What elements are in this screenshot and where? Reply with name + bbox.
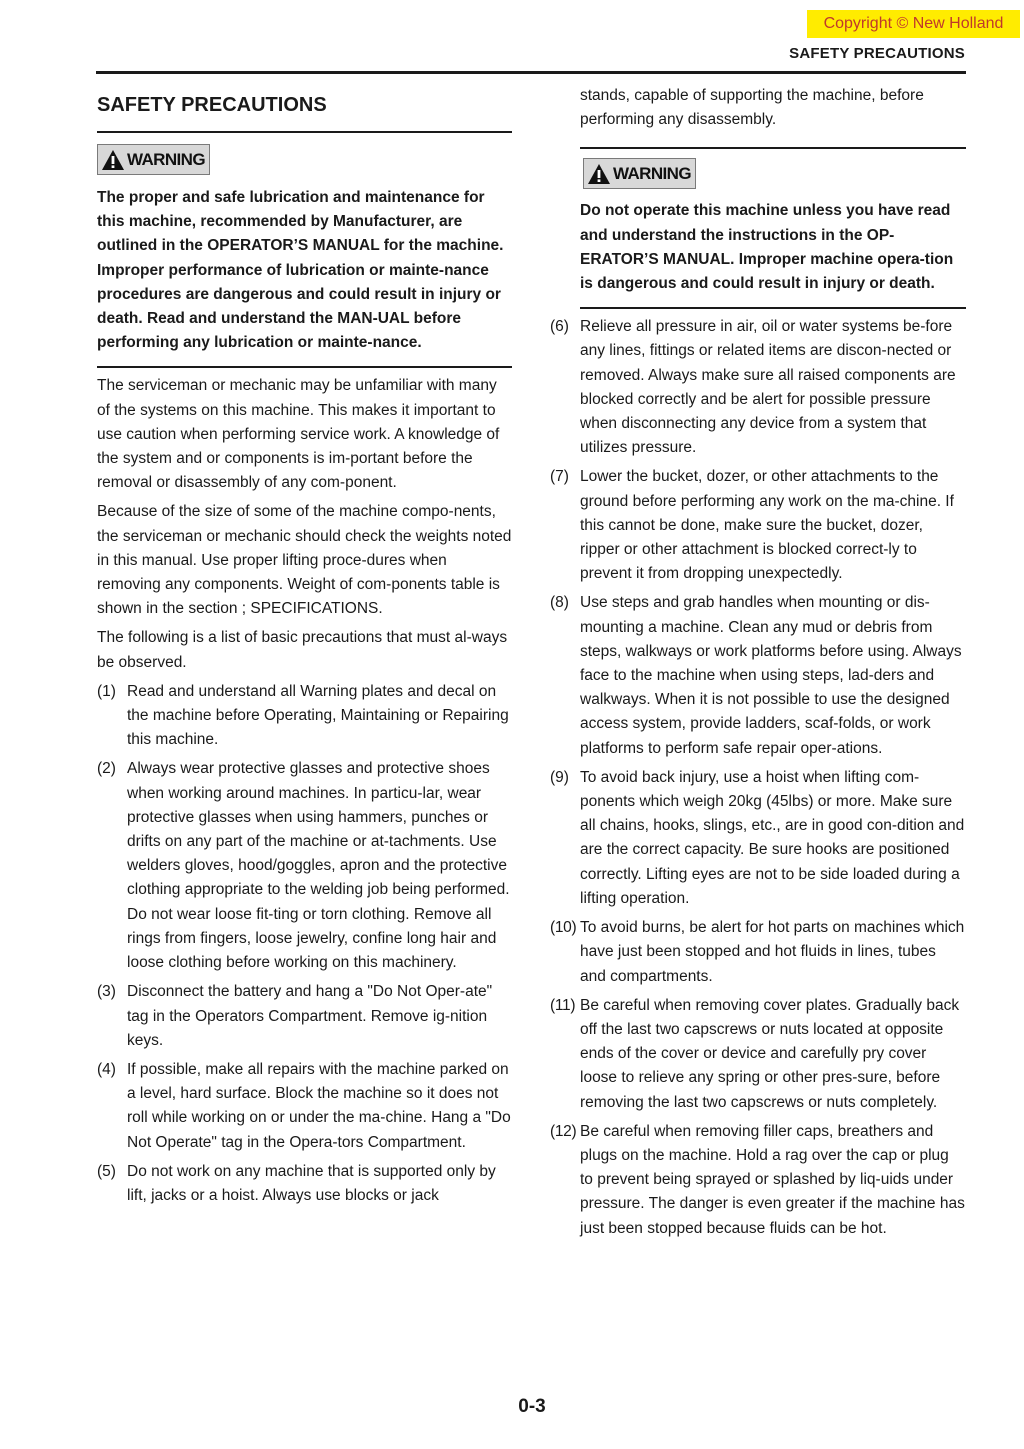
list-item (550, 315, 966, 460)
list-item-number: (6) (550, 318, 569, 336)
body-paragraph: Because of the size of some of the machine compo-nents, the serviceman or mechanic should check the weights noted in this manual. Use proper lifting proce-dures when removing any components. Weight of com-ponents table is shown in the section ; SPECIFICATIONS. (97, 503, 512, 618)
list-item (97, 1058, 512, 1155)
list-item (97, 1160, 512, 1208)
list-item-number: (10) (550, 919, 577, 937)
list-item-text: Do not work on any machine that is supported only by lift, jacks or a hoist. Always use blocks or jack (127, 1162, 496, 1204)
warning-triangle-icon (587, 163, 611, 185)
divider (580, 147, 966, 149)
list-item-text: Be careful when removing filler caps, breathers and plugs on the machine. Hold a rag over the cap or plug to prevent being sprayed or splashed by liq-uids under pressure. The danger is even greater if the machine has just been stopped because fluids can be hot. (580, 1122, 965, 1237)
warning-label: WARNING (613, 163, 691, 183)
warning-triangle-icon (101, 149, 125, 171)
list-item-number: (5) (97, 1162, 116, 1180)
right-column (550, 84, 966, 1246)
warning-badge (97, 144, 210, 175)
list-item-text: Relieve all pressure in air, oil or water systems be-fore any lines, fittings or related items are discon-nected or removed. Always make sure all raised components are blocked correctly and be alert for possible pressure when disconnecting any device from a system that utilizes pressure. (580, 318, 956, 457)
page-number: 0-3 (518, 1396, 546, 1417)
running-header-title: SAFETY PRECAUTIONS (789, 45, 965, 62)
body-paragraph: The following is a list of basic precautions that must al-ways be observed. (97, 629, 508, 671)
left-column (97, 84, 512, 1213)
list-item-text: If possible, make all repairs with the machine parked on a level, hard surface. Block the machine so it does not roll while working on or under the ma-chine. Hang a "Do Not Operate" tag in the Opera-tors Compartment. (127, 1060, 511, 1151)
list-item-number: (4) (97, 1060, 116, 1078)
list-item (550, 766, 966, 911)
list-item (97, 980, 512, 1053)
list-item (550, 1120, 966, 1241)
list-item-number: (3) (97, 983, 116, 1001)
header-rule (96, 71, 966, 74)
copyright-banner: Copyright © New Holland (807, 10, 1020, 38)
list-item-text: Be careful when removing cover plates. Gradually back off the last two capscrews or nuts located at opposite ends of the cover or device and carefully pry cover loose to relieve any spring or other pres-sure, before removing the last two capscrews or nuts completely. (580, 996, 960, 1111)
list-item (550, 591, 966, 760)
list-item (97, 757, 512, 975)
list-item-text: Read and understand all Warning plates and decal on the machine before Operating, Maintaining or Repairing this machine. (127, 682, 509, 749)
warning-badge (583, 158, 696, 189)
list-item-text: Lower the bucket, dozer, or other attachments to the ground before performing any work on the ma-chine. If this cannot be done, make sure the bucket, dozer, ripper or other attachment is blocked correct-ly to prevent it from dropping unexpectedly. (580, 468, 954, 583)
body-paragraph: The serviceman or mechanic may be unfamiliar with many of the systems on this machine. This makes it important to use caution when performing service work. A knowledge of the system and or components is im-portant before the removal or disassembly of any com-ponent. (97, 377, 500, 492)
list-item-number: (9) (550, 768, 569, 786)
divider (97, 366, 512, 368)
divider (97, 131, 512, 133)
warning-label: WARNING (127, 149, 205, 169)
continued-paragraph: stands, capable of supporting the machine, before performing any disassembly. (580, 87, 924, 129)
warning-text: Do not operate this machine unless you have read and understand the instructions in the OP-ERATOR’S MANUAL. Improper machine opera-tion is dangerous and could result in injury or death. (580, 202, 954, 293)
list-item-number: (1) (97, 682, 116, 700)
list-item (550, 994, 966, 1115)
list-item-text: To avoid burns, be alert for hot parts on machines which have just been stopped and hot fluids in lines, tubes and compartments. (580, 919, 965, 985)
list-item-number: (8) (550, 594, 569, 612)
list-item-text: Always wear protective glasses and protective shoes when working around machines. In particu-lar, wear protective glasses when using hammers, punches or drifts on any part of the machine or at-tachments. Use welders gloves, hood/goggles, apron and the protective clothing appropriate to the welding job being performed. Do not wear loose fit-ting or torn clothing. Remove all rings from fingers, loose jewelry, confine long hair and loose clothing before working on this machinery. (127, 760, 510, 972)
section-title: SAFETY PRECAUTIONS (97, 94, 327, 116)
list-item-number: (12) (550, 1122, 577, 1140)
list-item-text: Use steps and grab handles when mounting or dis-mounting a machine. Clean any mud or debris from steps, walkways or work platforms before using. Always face to the machine when using steps, lad-ders and walkways. When it is not possible to use the designed access system, provide ladders, scaf-folds, or work platforms to perform safe repair oper-ations. (580, 594, 962, 757)
list-item-text: Disconnect the battery and hang a "Do Not Oper-ate" tag in the Operators Compartment. Remove ig-nition keys. (127, 983, 493, 1049)
warning-text: The proper and safe lubrication and maintenance for this machine, recommended by Manufacturer, are outlined in the OPERATOR’S MANUAL for the machine. (97, 189, 504, 255)
warning-text: Improper performance of lubrication or mainte-nance procedures are dangerous and could result in injury or death. Read and understand the MAN-UAL before performing any lubrication or mainte-nance. (97, 261, 501, 352)
list-item (550, 916, 966, 989)
list-item-number: (2) (97, 760, 116, 778)
list-item (97, 680, 512, 753)
list-item-text: To avoid back injury, use a hoist when lifting com-ponents which weigh 20kg (45lbs) or more. Make sure all chains, hooks, slings, etc., are in good con-dition and are the correct capacity. Be sure hooks are positioned correctly. Lifting eyes are not to be side loaded during a lifting operation. (580, 768, 965, 907)
list-item-number: (11) (550, 996, 576, 1014)
list-item-number: (7) (550, 468, 569, 486)
list-item (550, 465, 966, 586)
divider (580, 307, 966, 309)
